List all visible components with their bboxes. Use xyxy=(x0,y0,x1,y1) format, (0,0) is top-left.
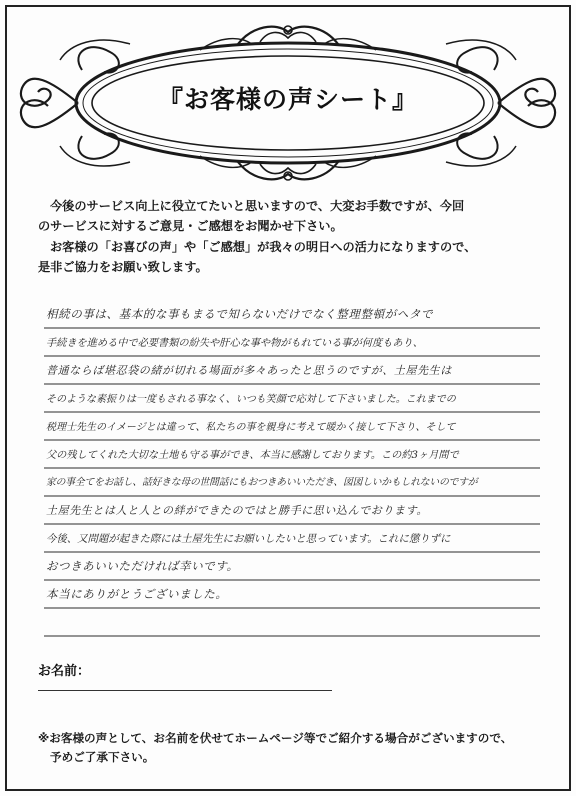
footnote xyxy=(38,729,558,767)
handwritten-line: 普通ならば堪忍袋の緒が切れる場面が多々あったと思うのですが、土屋先生は xyxy=(46,364,452,377)
handwritten-line: そのような素振りは一度もされる事なく、いつも笑顔で応対して下さいました。これまでの xyxy=(46,394,456,405)
intro-text: お客様の「お喜びの声」や「ご感想」が我々の明日への活力になりますので、 xyxy=(50,240,477,254)
handwritten-line: 土屋先生とは人と人との絆ができたのではと勝手に思い込んでおります。 xyxy=(46,504,428,517)
name-field[interactable] xyxy=(38,690,332,691)
handwritten-line: 本当にありがとうございました。 xyxy=(46,587,228,601)
intro-text: のサービスに対するご意見・ご感想をお聞かせ下さい。 xyxy=(38,219,343,233)
footnote-text: 予めご了承下さい。 xyxy=(50,750,155,764)
sheet-title: 『お客様の声シート』 xyxy=(157,85,418,114)
footnote-text: ※お客様の声として、お名前を伏せてホームページ等でご紹介する場合がございますので、 xyxy=(38,731,513,745)
handwritten-line: 父の残してくれた大切な土地も守る事ができ、本当に感謝しております。この約3ヶ月間で xyxy=(46,450,459,461)
intro-paragraph-2 xyxy=(38,237,548,277)
handwritten-line: 税理士先生のイメージとは違って、私たちの事を親身に考えて暖かく接して下さり、そして xyxy=(46,422,456,433)
handwritten-line: おつきあいいただければ幸いです。 xyxy=(46,559,239,573)
handwritten-line: 手続きを進める中で必要書類の紛失や肝心な事や物がもれている事が何度もあり、 xyxy=(46,338,423,349)
handwritten-line: 相続の事は、基本的な事もまるで知らないだけでなく整理整頓がヘタで xyxy=(46,307,434,321)
handwritten-line: 今後、又問題が起きた際には土屋先生にお願いしたいと思っています。これに懲りずに xyxy=(46,533,451,545)
name-label: お名前： xyxy=(38,664,91,679)
intro-text: 今後のサービス向上に役立てたいと思いますので、大変お手数ですが、今回 xyxy=(50,199,465,213)
intro-paragraph-1 xyxy=(38,196,548,236)
handwritten-line: 家の事全てをお話し、話好きな母の世間話にもおつきあいいただき、図図しいかもしれないのですが xyxy=(46,477,478,488)
intro-text: 是非ご協力をお願い致します。 xyxy=(38,260,208,274)
